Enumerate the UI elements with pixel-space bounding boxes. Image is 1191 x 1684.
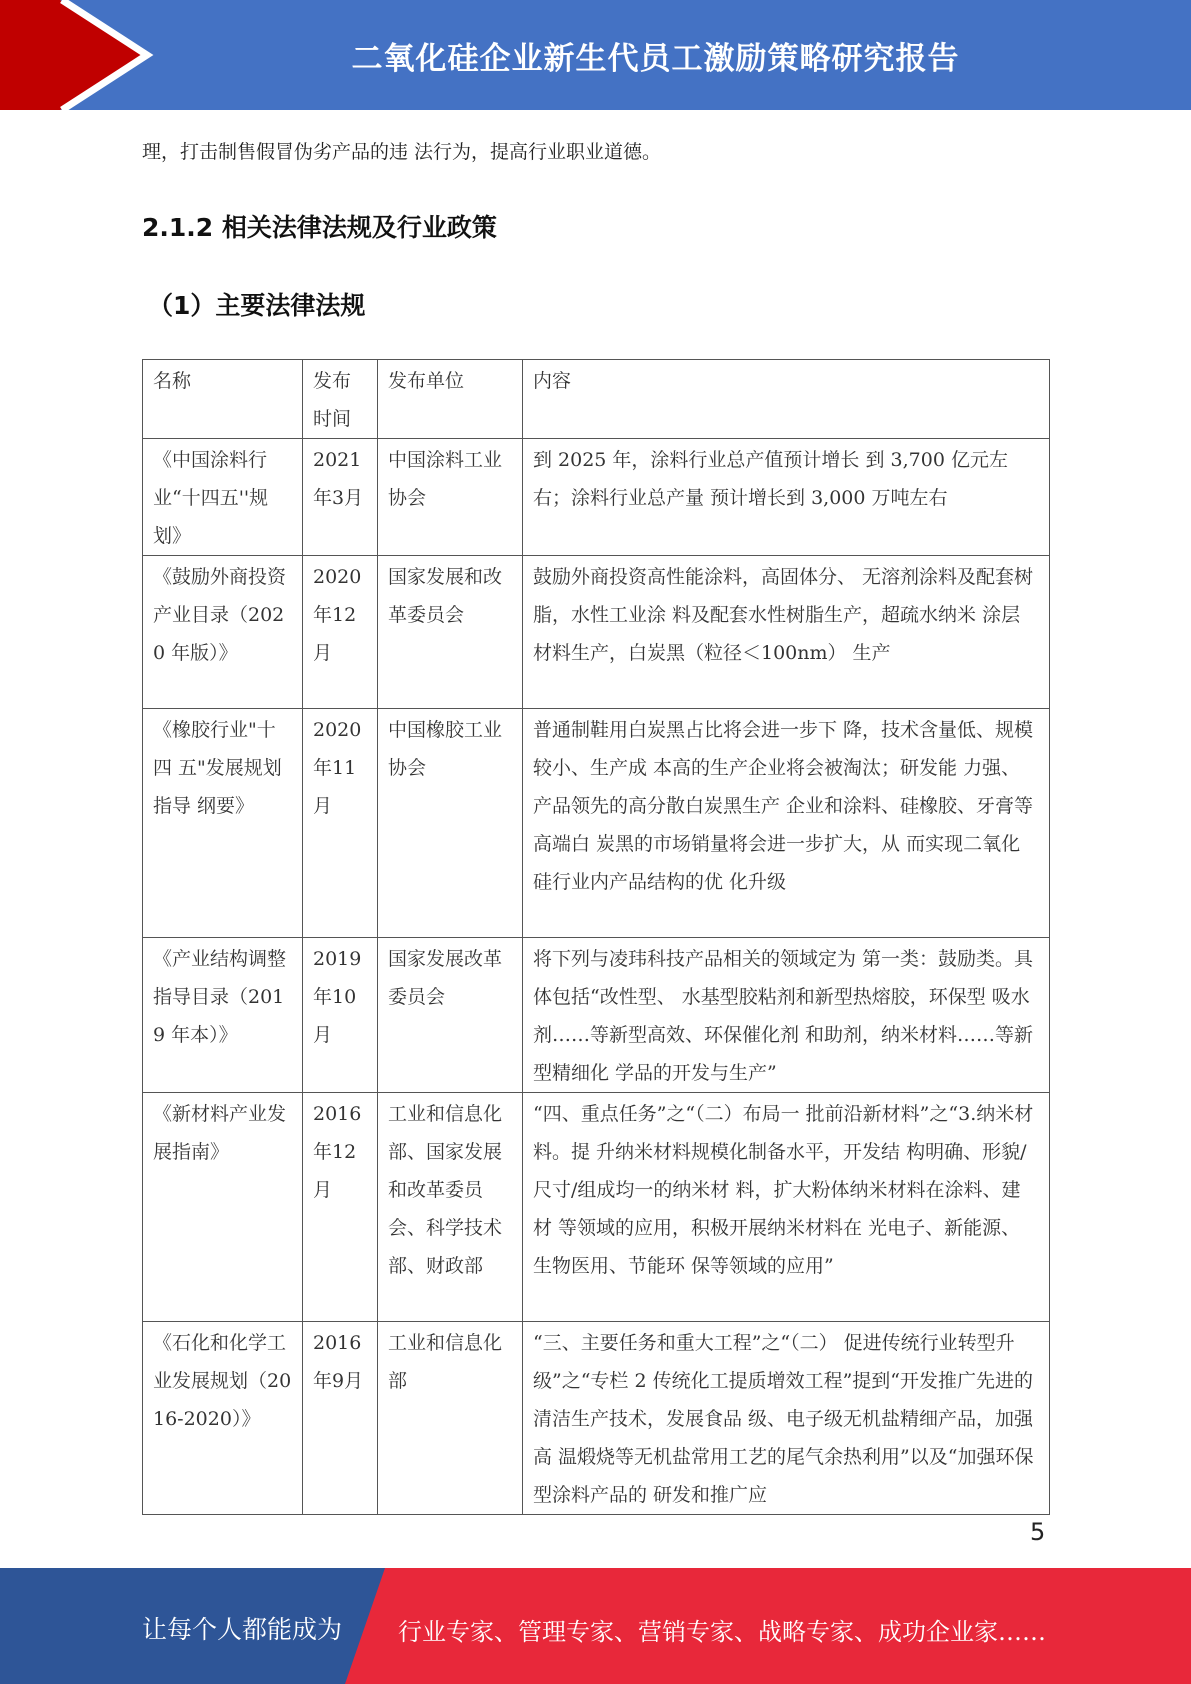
header-cell-date: 发布时间 xyxy=(303,360,378,439)
subsection-heading: （1）主要法律法规 xyxy=(148,291,366,320)
page-header xyxy=(0,0,1191,110)
cell-date: 2020年11月 xyxy=(303,709,378,938)
cell-name: 《产业结构调整 指导目录（2019 年本）》 xyxy=(143,938,303,1093)
table-row xyxy=(143,1093,1050,1322)
table-row xyxy=(143,1322,1050,1515)
laws-table-container xyxy=(142,359,1049,1515)
cell-unit: 中国橡胶工业 协会 xyxy=(378,709,523,938)
cell-content: 鼓励外商投资高性能涂料，高固体分、 无溶剂涂料及配套树脂，水性工业涂 料及配套水性树脂生产，超疏水纳米 涂层材料生产，白炭黑（粒径＜100nm） 生产 xyxy=(523,556,1050,709)
cell-name: 《新材料产业发 展指南》 xyxy=(143,1093,303,1322)
cell-name: 《橡胶行业"十四 五"发展规划指导 纲要》 xyxy=(143,709,303,938)
header-cell-content: 内容 xyxy=(523,360,1050,439)
cell-date: 2019年10月 xyxy=(303,938,378,1093)
cell-date: 2016年12月 xyxy=(303,1093,378,1322)
cell-content: “三、主要任务和重大工程”之“（二） 促进传统行业转型升级”之“专栏 2 传统化工提质增效工程”提到“开发推广先进的清洁生产技术，发展食品 级、电子级无机盐精细产品，加强高 温煅烧等无机盐常用工艺的尾气余热利用”以及“加强环保型涂料产品的 研发和推广应 xyxy=(523,1322,1050,1515)
table-row xyxy=(143,709,1050,938)
cell-unit: 国家发展和改 革委员会 xyxy=(378,556,523,709)
cell-content: “四、重点任务”之“（二）布局一 批前沿新材料”之“3.纳米材料。提 升纳米材料规模化制备水平，开发结 构明确、形貌/尺寸/组成均一的纳米材 料，扩大粉体纳米材料在涂料、建材 等领域的应用，积极开展纳米材料在 光电子、新能源、生物医用、节能环 保等领域的应用” xyxy=(523,1093,1050,1322)
page-number: 5 xyxy=(1030,1518,1046,1546)
cell-date: 2021年3月 xyxy=(303,439,378,556)
cell-date: 2020年12月 xyxy=(303,556,378,709)
cell-name: 《石化和化学工 业发展规划（2016-2020）》 xyxy=(143,1322,303,1515)
header-cell-unit: 发布单位 xyxy=(378,360,523,439)
footer-slogan-left: 让每个人都能成为 xyxy=(142,1615,343,1644)
lead-paragraph: 理，打击制售假冒伪劣产品的违 法行为，提高行业职业道德。 xyxy=(142,141,662,163)
laws-table xyxy=(142,359,1050,1515)
cell-unit: 国家发展改革 委员会 xyxy=(378,938,523,1093)
cell-content: 将下列与凌玮科技产品相关的领域定为 第一类：鼓励类。具体包括“改性型、 水基型胶粘剂和新型热熔胶，环保型 吸水剂……等新型高效、环保催化剂 和助剂，纳米材料……等新型精细化 学品的开发与生产” xyxy=(523,938,1050,1093)
cell-unit: 中国涂料工业 协会 xyxy=(378,439,523,556)
header-title: 二氧化硅企业新生代员工激励策略研究报告 xyxy=(351,40,960,77)
cell-unit: 工业和信息化 部 xyxy=(378,1322,523,1515)
table-header-row xyxy=(143,360,1050,439)
section-heading: 2.1.2 相关法律法规及行业政策 xyxy=(142,213,497,242)
cell-unit: 工业和信息化 部、国家发展 和改革委员 会、科学技术 部、财政部 xyxy=(378,1093,523,1322)
table-row xyxy=(143,556,1050,709)
header-cell-name: 名称 xyxy=(143,360,303,439)
cell-name: 《中国涂料行业“十四五''规划》 xyxy=(143,439,303,556)
cell-name: 《鼓励外商投资 产业目录（2020 年版）》 xyxy=(143,556,303,709)
cell-content: 普通制鞋用白炭黑占比将会进一步下 降，技术含量低、规模较小、生产成 本高的生产企业将会被淘汰；研发能 力强、产品领先的高分散白炭黑生产 企业和涂料、硅橡胶、牙膏等高端白 炭黑的市场销量将会进一步扩大，从 而实现二氧化硅行业内产品结构的优 化升级 xyxy=(523,709,1050,938)
cell-date: 2016年9月 xyxy=(303,1322,378,1515)
footer-slogan-right: 行业专家、管理专家、营销专家、战略专家、成功企业家…… xyxy=(398,1618,1046,1646)
table-row xyxy=(143,938,1050,1093)
table-row xyxy=(143,439,1050,556)
cell-content: 到 2025 年，涂料行业总产值预计增长 到 3,700 亿元左右；涂料行业总产量 预计增长到 3,000 万吨左右 xyxy=(523,439,1050,556)
